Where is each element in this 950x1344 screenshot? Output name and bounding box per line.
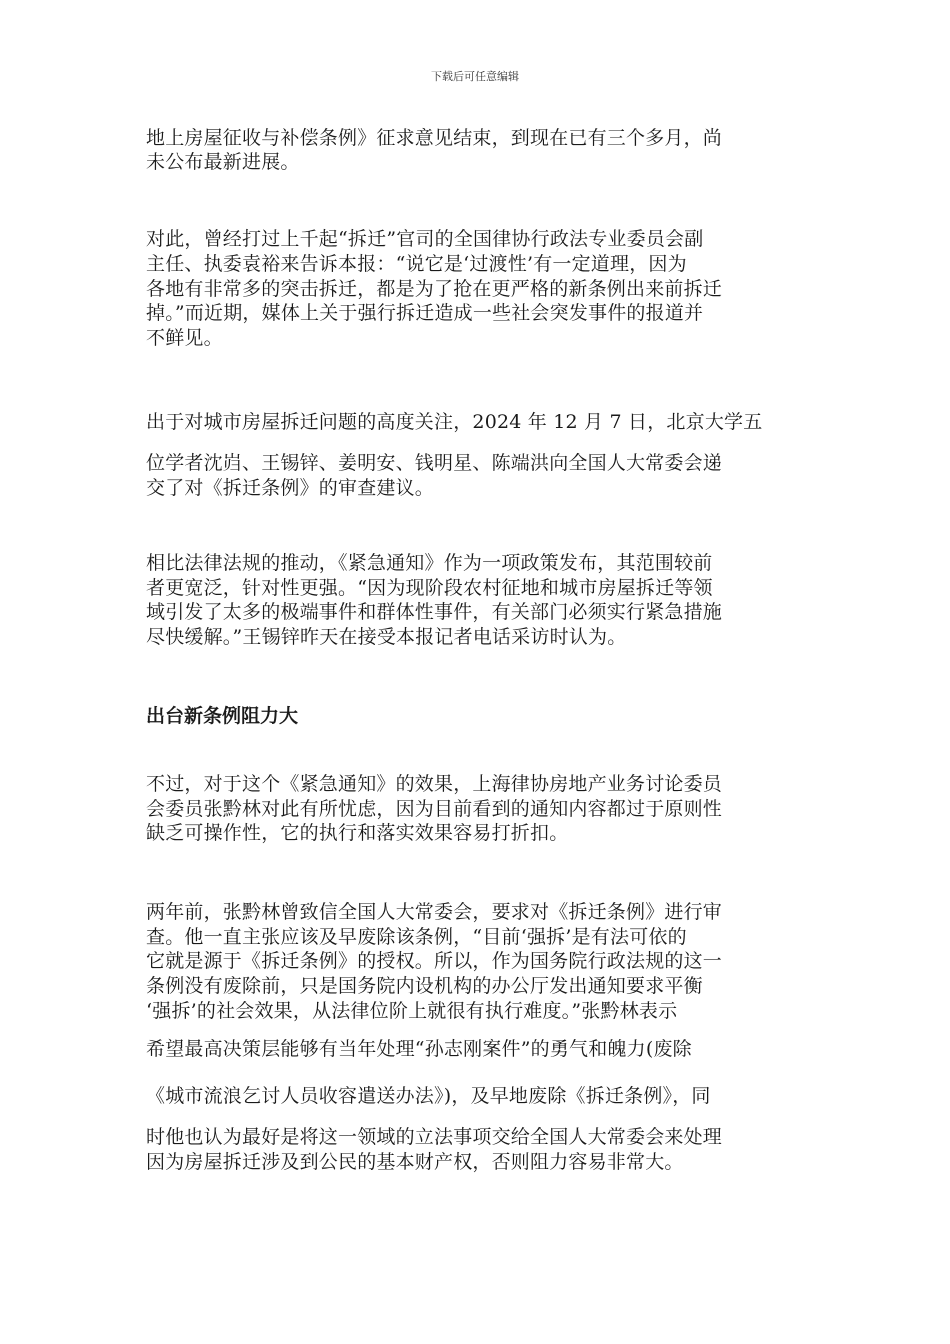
paragraph-line: 主任、执委袁裕来告诉本报：“说它是‘过渡性’有一定道理，因为 (146, 253, 687, 275)
paragraph-line: 希望最高决策层能够有当年处理“孙志刚案件”的勇气和魄力(废除 (146, 1038, 692, 1060)
paragraph-line: 尽快缓解。”王锡锌昨天在接受本报记者电话采访时认为。 (146, 626, 627, 648)
page-header-note: 下载后可任意编辑 (431, 70, 519, 83)
paragraph-line: 两年前，张黔林曾致信全国人大常委会，要求对《拆迁条例》进行审 (146, 901, 723, 923)
paragraph-line: 出于对城市房屋拆迁问题的高度关注，2024 年 12 月 7 日，北京大学五 (146, 411, 763, 433)
paragraph-line: 会委员张黔林对此有所忧虑，因为目前看到的通知内容都过于原则性 (146, 798, 723, 820)
paragraph-line: 条例没有废除前，只是国务院内设机构的办公厅发出通知要求平衡 (146, 975, 703, 997)
paragraph-line: 不鲜见。 (146, 327, 223, 349)
paragraph-line: 域引发了太多的极端事件和群体性事件，有关部门必须实行紧急措施 (146, 601, 723, 623)
paragraph-line: 地上房屋征收与补偿条例》征求意见结束，到现在已有三个多月，尚 (146, 127, 723, 149)
paragraph-line: 未公布最新进展。 (146, 151, 300, 173)
paragraph-line: 相比法律法规的推动，《紧急通知》作为一项政策发布，其范围较前 (146, 552, 713, 574)
paragraph-line: 查。他一直主张应该及早废除该条例，“目前‘强拆’是有法可依的 (146, 926, 687, 948)
paragraph-line: 不过，对于这个《紧急通知》的效果，上海律协房地产业务讨论委员 (146, 773, 723, 795)
paragraph-line: 者更宽泛，针对性更强。“因为现阶段农村征地和城市房屋拆迁等领 (146, 577, 713, 599)
paragraph-line: 时他也认为最好是将这一领域的立法事项交给全国人大常委会来处理 (146, 1126, 723, 1148)
paragraph-line: 掉。”而近期，媒体上关于强行拆迁造成一些社会突发事件的报道并 (146, 302, 704, 324)
paragraph-line: 它就是源于《拆迁条例》的授权。所以，作为国务院行政法规的这一 (146, 950, 723, 972)
paragraph-line: 各地有非常多的突击拆迁，都是为了抢在更严格的新条例出来前拆迁 (146, 278, 723, 300)
paragraph-line: 《城市流浪乞讨人员收容遣送办法》)，及早地废除《拆迁条例》，同 (146, 1085, 711, 1107)
paragraph-line: ‘强拆’的社会效果，从法律位阶上就很有执行难度。”张黔林表示 (146, 1000, 678, 1022)
paragraph-line: 对此，曾经打过上千起“拆迁”官司的全国律协行政法专业委员会副 (146, 228, 704, 250)
paragraph-line: 因为房屋拆迁涉及到公民的基本财产权，否则阻力容易非常大。 (146, 1151, 684, 1173)
paragraph-line: 交了对《拆迁条例》的审查建议。 (146, 477, 435, 499)
paragraph-line: 缺乏可操作性，它的执行和落实效果容易打折扣。 (146, 822, 569, 844)
section-heading: 出台新条例阻力大 (146, 705, 299, 727)
paragraph-line: 位学者沈岿、王锡锌、姜明安、钱明星、陈端洪向全国人大常委会递 (146, 452, 723, 474)
